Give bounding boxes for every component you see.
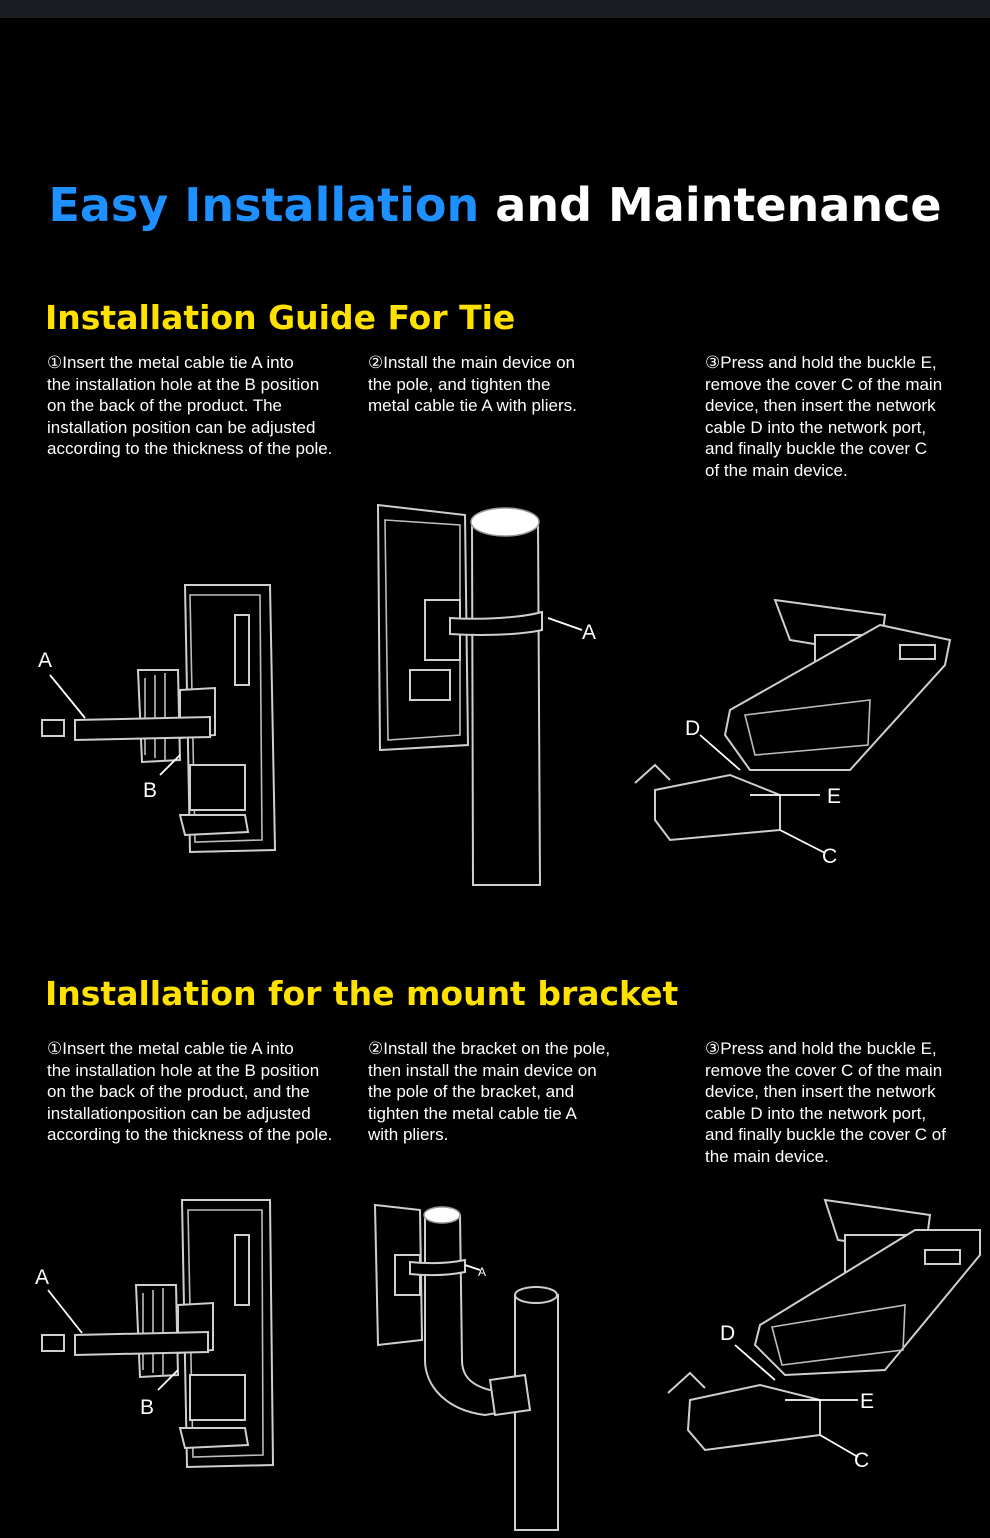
label-a: A: [582, 621, 597, 644]
label-b: B: [140, 1396, 155, 1419]
text-line: on the back of the product, and the: [47, 1082, 310, 1101]
bracket-step-2-text: [368, 1038, 668, 1146]
text-line: and finally buckle the cover C of: [705, 1125, 946, 1144]
label-a: A: [478, 1265, 487, 1279]
text-line: installation position can be adjusted: [47, 417, 316, 437]
page-title-highlight: Easy Installation: [48, 178, 480, 232]
bracket-step-3-text: [705, 1038, 985, 1167]
label-b: B: [143, 779, 158, 802]
text-line: ②Install the main device on: [368, 353, 576, 372]
section-title-bracket: Installation for the mount bracket: [45, 974, 679, 1013]
text-line: the installation hole at the B position: [47, 374, 320, 394]
text-line: the installation hole at the B position: [47, 1060, 320, 1080]
text-line: then install the main device on: [368, 1060, 597, 1080]
text-line: device, then insert the network: [705, 1082, 936, 1101]
text-line: and finally buckle the cover C: [705, 439, 928, 458]
text-line: ③Press and hold the buckle E,: [705, 353, 937, 372]
text-line: with pliers.: [368, 1125, 449, 1144]
text-line: of the main device.: [705, 460, 848, 480]
tie-step-1-text: [47, 352, 357, 460]
text-line: ①Insert the metal cable tie A into: [47, 1039, 294, 1058]
text-line: on the back of the product. The: [47, 396, 283, 415]
text-line: cable D into the network port,: [705, 1103, 927, 1123]
text-line: remove the cover C of the main: [705, 374, 943, 394]
text-line: according to the thickness of the pole.: [47, 1125, 333, 1144]
text-line: installationposition can be adjusted: [47, 1103, 311, 1123]
text-line: ①Insert the metal cable tie A into: [47, 353, 294, 372]
text-line: metal cable tie A with pliers.: [368, 396, 577, 415]
text-line: the pole, and tighten the: [368, 374, 551, 394]
bracket-step-1-illustration: [30, 1190, 290, 1480]
top-bar: [0, 0, 990, 18]
section-title-tie: Installation Guide For Tie: [45, 298, 516, 337]
bracket-step-2-illustration: [370, 1200, 600, 1530]
label-c: C: [854, 1449, 870, 1472]
text-line: ②Install the bracket on the pole,: [368, 1039, 611, 1058]
text-line: the pole of the bracket, and: [368, 1082, 575, 1101]
text-line: remove the cover C of the main: [705, 1060, 943, 1080]
label-a: A: [35, 1266, 50, 1289]
label-d: D: [720, 1322, 736, 1345]
text-line: the main device.: [705, 1146, 829, 1166]
tie-step-3-text: [705, 352, 985, 481]
label-a: A: [38, 649, 53, 672]
tie-step-3-illustration: [630, 595, 960, 870]
bracket-step-3-illustration: [660, 1195, 985, 1480]
tie-step-1-illustration: [30, 570, 290, 860]
label-d: D: [685, 717, 701, 740]
text-line: cable D into the network port,: [705, 417, 927, 437]
bracket-step-1-text: [47, 1038, 357, 1146]
text-line: according to the thickness of the pole.: [47, 439, 333, 458]
page-title: [0, 178, 990, 232]
label-e: E: [827, 785, 842, 808]
tie-step-2-text: [368, 352, 668, 417]
label-e: E: [860, 1390, 875, 1413]
text-line: tighten the metal cable tie A: [368, 1103, 577, 1123]
label-c: C: [822, 845, 838, 868]
text-line: ③Press and hold the buckle E,: [705, 1039, 937, 1058]
page-title-rest: and Maintenance: [495, 178, 942, 232]
tie-step-2-illustration: [370, 500, 610, 890]
text-line: device, then insert the network: [705, 396, 936, 415]
